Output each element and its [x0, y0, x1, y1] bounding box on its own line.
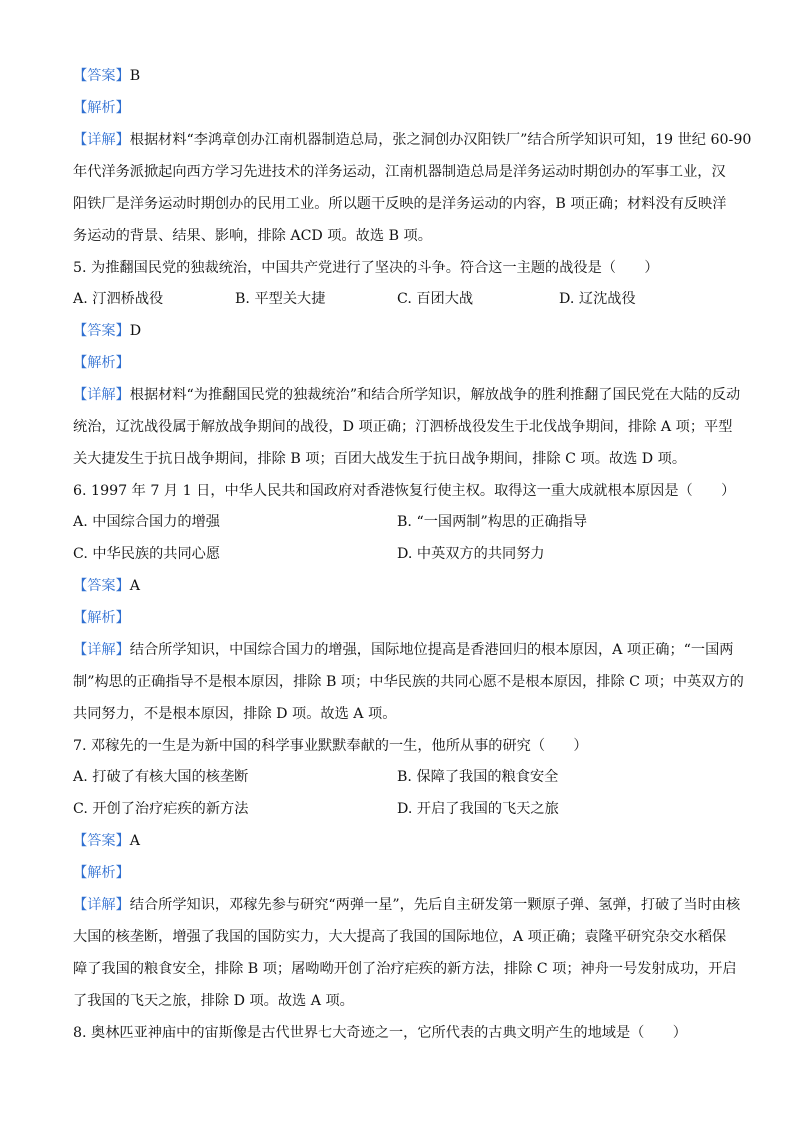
q5-analysis-tag: 【解析】: [73, 355, 130, 371]
q4-detail-line-1: [73, 130, 752, 150]
q5-option-b: B. 平型关大捷: [235, 291, 326, 307]
answer-value: B: [129, 68, 141, 84]
q7-option-b: B. 保障了我国的粮食安全: [397, 769, 559, 785]
q7-option-a: A. 打破了有核大国的核垄断: [73, 769, 249, 785]
q5-option-d: D. 辽沈战役: [559, 291, 636, 307]
q5-detail-line-3: 关大捷发生于抗日战争期间，排除 B 项；百团大战发生于抗日战争期间，排除 C 项。故选 D 项。: [73, 451, 687, 467]
answer-value: A: [129, 578, 141, 594]
q7-analysis-tag: 【解析】: [73, 865, 130, 881]
q5-option-c: C. 百团大战: [397, 291, 474, 307]
answer-tag: 【答案】: [73, 323, 130, 339]
q4-detail-line-2: 年代洋务派掀起向西方学习先进技术的洋务运动，江南机器制造总局是洋务运动时期创办的军事工业，汉: [73, 164, 726, 180]
q4-analysis-tag: 【解析】: [73, 100, 130, 116]
detail-text: 结合所学知识，邓稼先参与研究“两弹一星”，先后自主研发第一颗原子弹、氢弹，打破了当时由核: [129, 897, 741, 913]
detail-text: 根据材料“李鸿章创办江南机器制造总局，张之洞创办汉阳铁厂”结合所学知识可知，19 世纪 60-90: [129, 132, 752, 148]
answer-value: A: [129, 833, 141, 849]
answer-value: D: [129, 323, 142, 339]
q7-option-c: C. 开创了治疗疟疾的新方法: [73, 801, 249, 817]
q6-detail-line-3: 共同努力，不是根本原因，排除 D 项。故选 A 项。: [73, 706, 397, 722]
q5-option-a: A. 汀泗桥战役: [73, 291, 164, 307]
q7-detail-line-4: 了我国的飞天之旅，排除 D 项。故选 A 项。: [73, 993, 354, 1009]
detail-text: 结合所学知识，中国综合国力的增强，国际地位提高是香港回归的根本原因，A 项正确；“一国两: [129, 642, 734, 658]
q5-stem: 5. 为推翻国民党的独裁统治，中国共产党进行了坚决的斗争。符合这一主题的战役是（ ）: [73, 260, 659, 276]
q4-detail-line-4: 务运动的背景、结果、影响，排除 ACD 项。故选 B 项。: [73, 228, 432, 244]
q6-option-a: A. 中国综合国力的增强: [73, 514, 220, 530]
q6-stem: 6. 1997 年 7 月 1 日，中华人民共和国政府对香港恢复行使主权。取得这一重大成就根本原因是（ ）: [73, 483, 736, 499]
q7-option-d: D. 开启了我国的飞天之旅: [397, 801, 559, 817]
q7-detail-line-3: 障了我国的粮食安全，排除 B 项；屠呦呦开创了治疗疟疾的新方法，排除 C 项；神舟一号发射成功，开启: [73, 961, 737, 977]
q6-option-b: B. “一国两制”构思的正确指导: [397, 514, 588, 530]
q6-answer: [73, 576, 140, 596]
q5-answer: [73, 321, 141, 341]
answer-tag: 【答案】: [73, 68, 130, 84]
q6-detail-line-1: [73, 640, 734, 660]
answer-tag: 【答案】: [73, 833, 130, 849]
q7-detail-line-1: [73, 895, 741, 915]
q5-detail-line-2: 统治，辽沈战役属于解放战争期间的战役，D 项正确；汀泗桥战役发生于北伐战争期间，排除 A 项；平型: [73, 419, 733, 435]
detail-tag: 【详解】: [73, 387, 130, 403]
answer-tag: 【答案】: [73, 578, 130, 594]
q4-detail-line-3: 阳铁厂是洋务运动时期创办的民用工业。所以题干反映的是洋务运动的内容，B 项正确；材料没有反映洋: [73, 196, 727, 212]
detail-tag: 【详解】: [73, 132, 130, 148]
q7-answer: [73, 831, 140, 851]
q6-analysis-tag: 【解析】: [73, 610, 130, 626]
q7-detail-line-2: 大国的核垄断，增强了我国的国防实力，大大提高了我国的国际地位，A 项正确；袁隆平研究杂交水稻保: [73, 929, 727, 945]
q8-stem: 8. 奥林匹亚神庙中的宙斯像是古代世界七大奇迹之一，它所代表的古典文明产生的地域是（ ）: [73, 1025, 687, 1041]
q4-answer: [73, 66, 140, 86]
q6-option-c: C. 中华民族的共同心愿: [73, 546, 221, 562]
q6-detail-line-2: 制”构思的正确指导不是根本原因，排除 B 项；中华民族的共同心愿不是根本原因，排除 C 项；中英双方的: [73, 674, 744, 690]
detail-tag: 【详解】: [73, 897, 130, 913]
q6-option-d: D. 中英双方的共同努力: [397, 546, 545, 562]
detail-text: 根据材料“为推翻国民党的独裁统治”和结合所学知识，解放战争的胜利推翻了国民党在大陆的反动: [129, 387, 741, 403]
q5-detail-line-1: [73, 385, 741, 405]
q7-stem: 7. 邓稼先的一生是为新中国的科学事业默默奉献的一生，他所从事的研究（ ）: [73, 738, 588, 754]
detail-tag: 【详解】: [73, 642, 130, 658]
